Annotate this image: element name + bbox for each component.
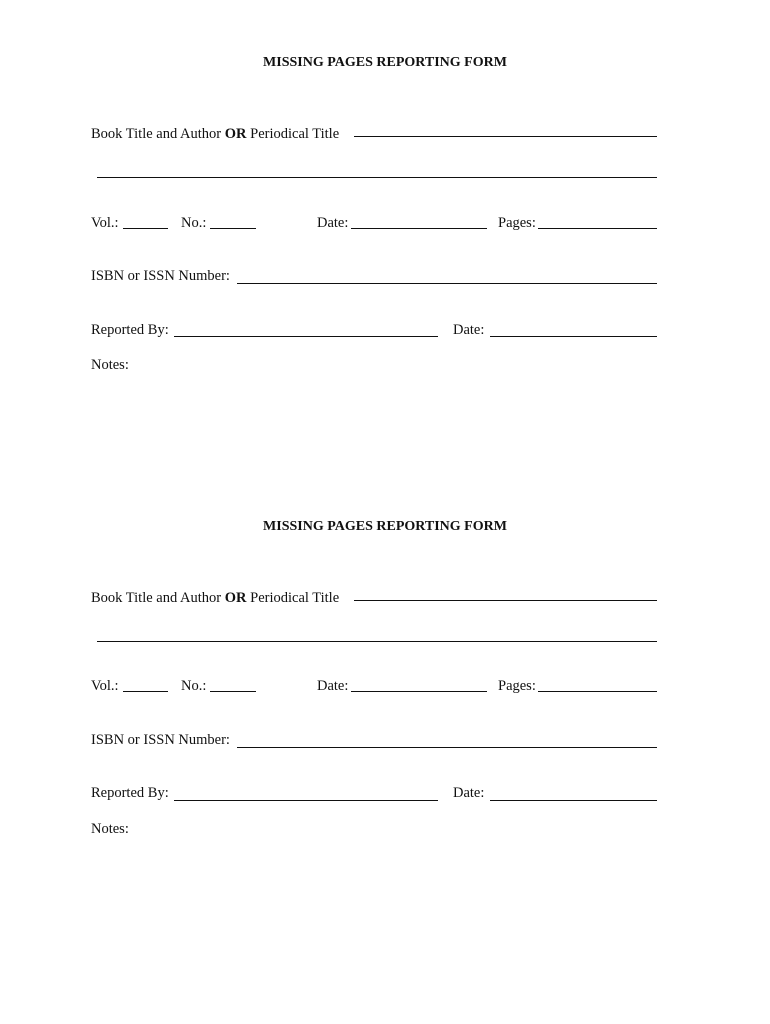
- pages-field[interactable]: [538, 691, 657, 692]
- book-label-or: OR: [224, 590, 247, 606]
- book-title-label: [91, 590, 339, 607]
- reported-by-field[interactable]: [174, 800, 438, 801]
- no-label: No.:: [181, 678, 207, 694]
- book-label-text-end: Periodical Title: [246, 590, 340, 606]
- date-label: Date:: [317, 215, 349, 231]
- reported-by-label: Reported By:: [91, 322, 169, 338]
- book-label-text: Book Title and Author: [91, 126, 225, 142]
- vol-field[interactable]: [123, 228, 168, 229]
- book-label-text: Book Title and Author: [91, 590, 225, 606]
- date-field[interactable]: [351, 228, 487, 229]
- vol-field[interactable]: [123, 691, 168, 692]
- date-field[interactable]: [351, 691, 487, 692]
- no-label: No.:: [181, 215, 207, 231]
- isbn-label: ISBN or ISSN Number:: [91, 732, 230, 748]
- vol-label: Vol.:: [91, 215, 119, 231]
- book-title-field[interactable]: [354, 600, 657, 601]
- book-label-text-end: Periodical Title: [246, 126, 340, 142]
- isbn-label: ISBN or ISSN Number:: [91, 268, 230, 284]
- isbn-field[interactable]: [237, 747, 657, 748]
- reported-date-field[interactable]: [490, 336, 657, 337]
- vol-label: Vol.:: [91, 678, 119, 694]
- reported-date-label: Date:: [453, 785, 485, 801]
- form-title: MISSING PAGES REPORTING FORM: [263, 55, 507, 70]
- notes-label: Notes:: [91, 821, 129, 837]
- reported-by-field[interactable]: [174, 336, 438, 337]
- book-title-label: [91, 126, 339, 143]
- book-title-field-line-2[interactable]: [97, 641, 657, 642]
- form-title: MISSING PAGES REPORTING FORM: [263, 519, 507, 534]
- pages-field[interactable]: [538, 228, 657, 229]
- book-label-or: OR: [224, 126, 247, 142]
- book-title-field-line-2[interactable]: [97, 177, 657, 178]
- date-label: Date:: [317, 678, 349, 694]
- isbn-field[interactable]: [237, 283, 657, 284]
- notes-label: Notes:: [91, 357, 129, 373]
- book-title-field[interactable]: [354, 136, 657, 137]
- missing-pages-form-1: [0, 0, 770, 440]
- reported-date-field[interactable]: [490, 800, 657, 801]
- pages-label: Pages:: [498, 215, 536, 231]
- pages-label: Pages:: [498, 678, 536, 694]
- reported-date-label: Date:: [453, 322, 485, 338]
- reported-by-label: Reported By:: [91, 785, 169, 801]
- missing-pages-form-2: [0, 464, 770, 904]
- no-field[interactable]: [210, 228, 256, 229]
- no-field[interactable]: [210, 691, 256, 692]
